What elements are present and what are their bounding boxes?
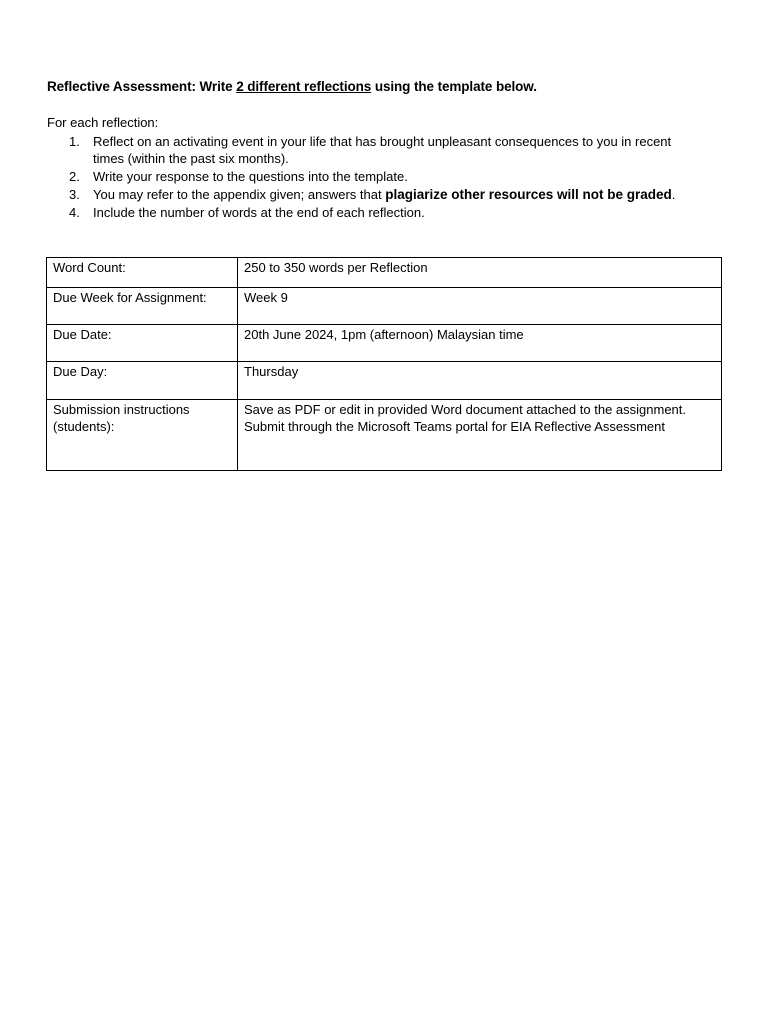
- list-number: 2.: [69, 169, 80, 184]
- table-label-cell: Submission instructions (students):: [47, 400, 238, 471]
- assignment-details-table: [46, 257, 722, 471]
- list-text-after: .: [671, 187, 676, 202]
- table-value-cell: 20th June 2024, 1pm (afternoon) Malaysian time: [238, 325, 722, 362]
- table-label-cell: Due Date:: [47, 325, 238, 362]
- table-row: [47, 288, 722, 325]
- list-item: [47, 133, 697, 167]
- list-number: 3.: [69, 187, 80, 202]
- list-text-bold: plagiarize other resources will not be graded: [385, 187, 672, 202]
- table-label-cell: Word Count:: [47, 258, 238, 288]
- list-text: Reflect on an activating event in your life that has brought unpleasant consequences to you in recent times (within the past six months).: [93, 134, 672, 166]
- list-item: [47, 168, 697, 185]
- table-row: [47, 325, 722, 362]
- heading-suffix: using the template below.: [371, 79, 537, 94]
- list-number: 1.: [69, 134, 80, 149]
- heading-prefix: Reflective Assessment: Write: [47, 79, 237, 94]
- table-row: [47, 362, 722, 400]
- list-text: Write your response to the questions into the template.: [93, 169, 408, 184]
- table-label-cell: Due Day:: [47, 362, 238, 400]
- intro-text: For each reflection:: [47, 115, 159, 130]
- table-row: [47, 400, 722, 471]
- table-value-cell: Week 9: [238, 288, 722, 325]
- list-text-before: You may refer to the appendix given; answers that: [93, 187, 386, 202]
- table-value-cell: Save as PDF or edit in provided Word document attached to the assignment. Submit through the Microsoft Teams portal for EIA Reflective Assessment: [238, 400, 722, 471]
- heading-underlined: 2 different reflections: [236, 79, 372, 94]
- table-row: [47, 258, 722, 288]
- list-item: [47, 204, 697, 221]
- list-item: [47, 186, 697, 203]
- instructions-list: [47, 133, 697, 222]
- assessment-heading: [47, 79, 537, 94]
- table-value-cell: Thursday: [238, 362, 722, 400]
- table-value-cell: 250 to 350 words per Reflection: [238, 258, 722, 288]
- table-label-cell: Due Week for Assignment:: [47, 288, 238, 325]
- list-text: Include the number of words at the end of each reflection.: [93, 205, 425, 220]
- list-number: 4.: [69, 205, 80, 220]
